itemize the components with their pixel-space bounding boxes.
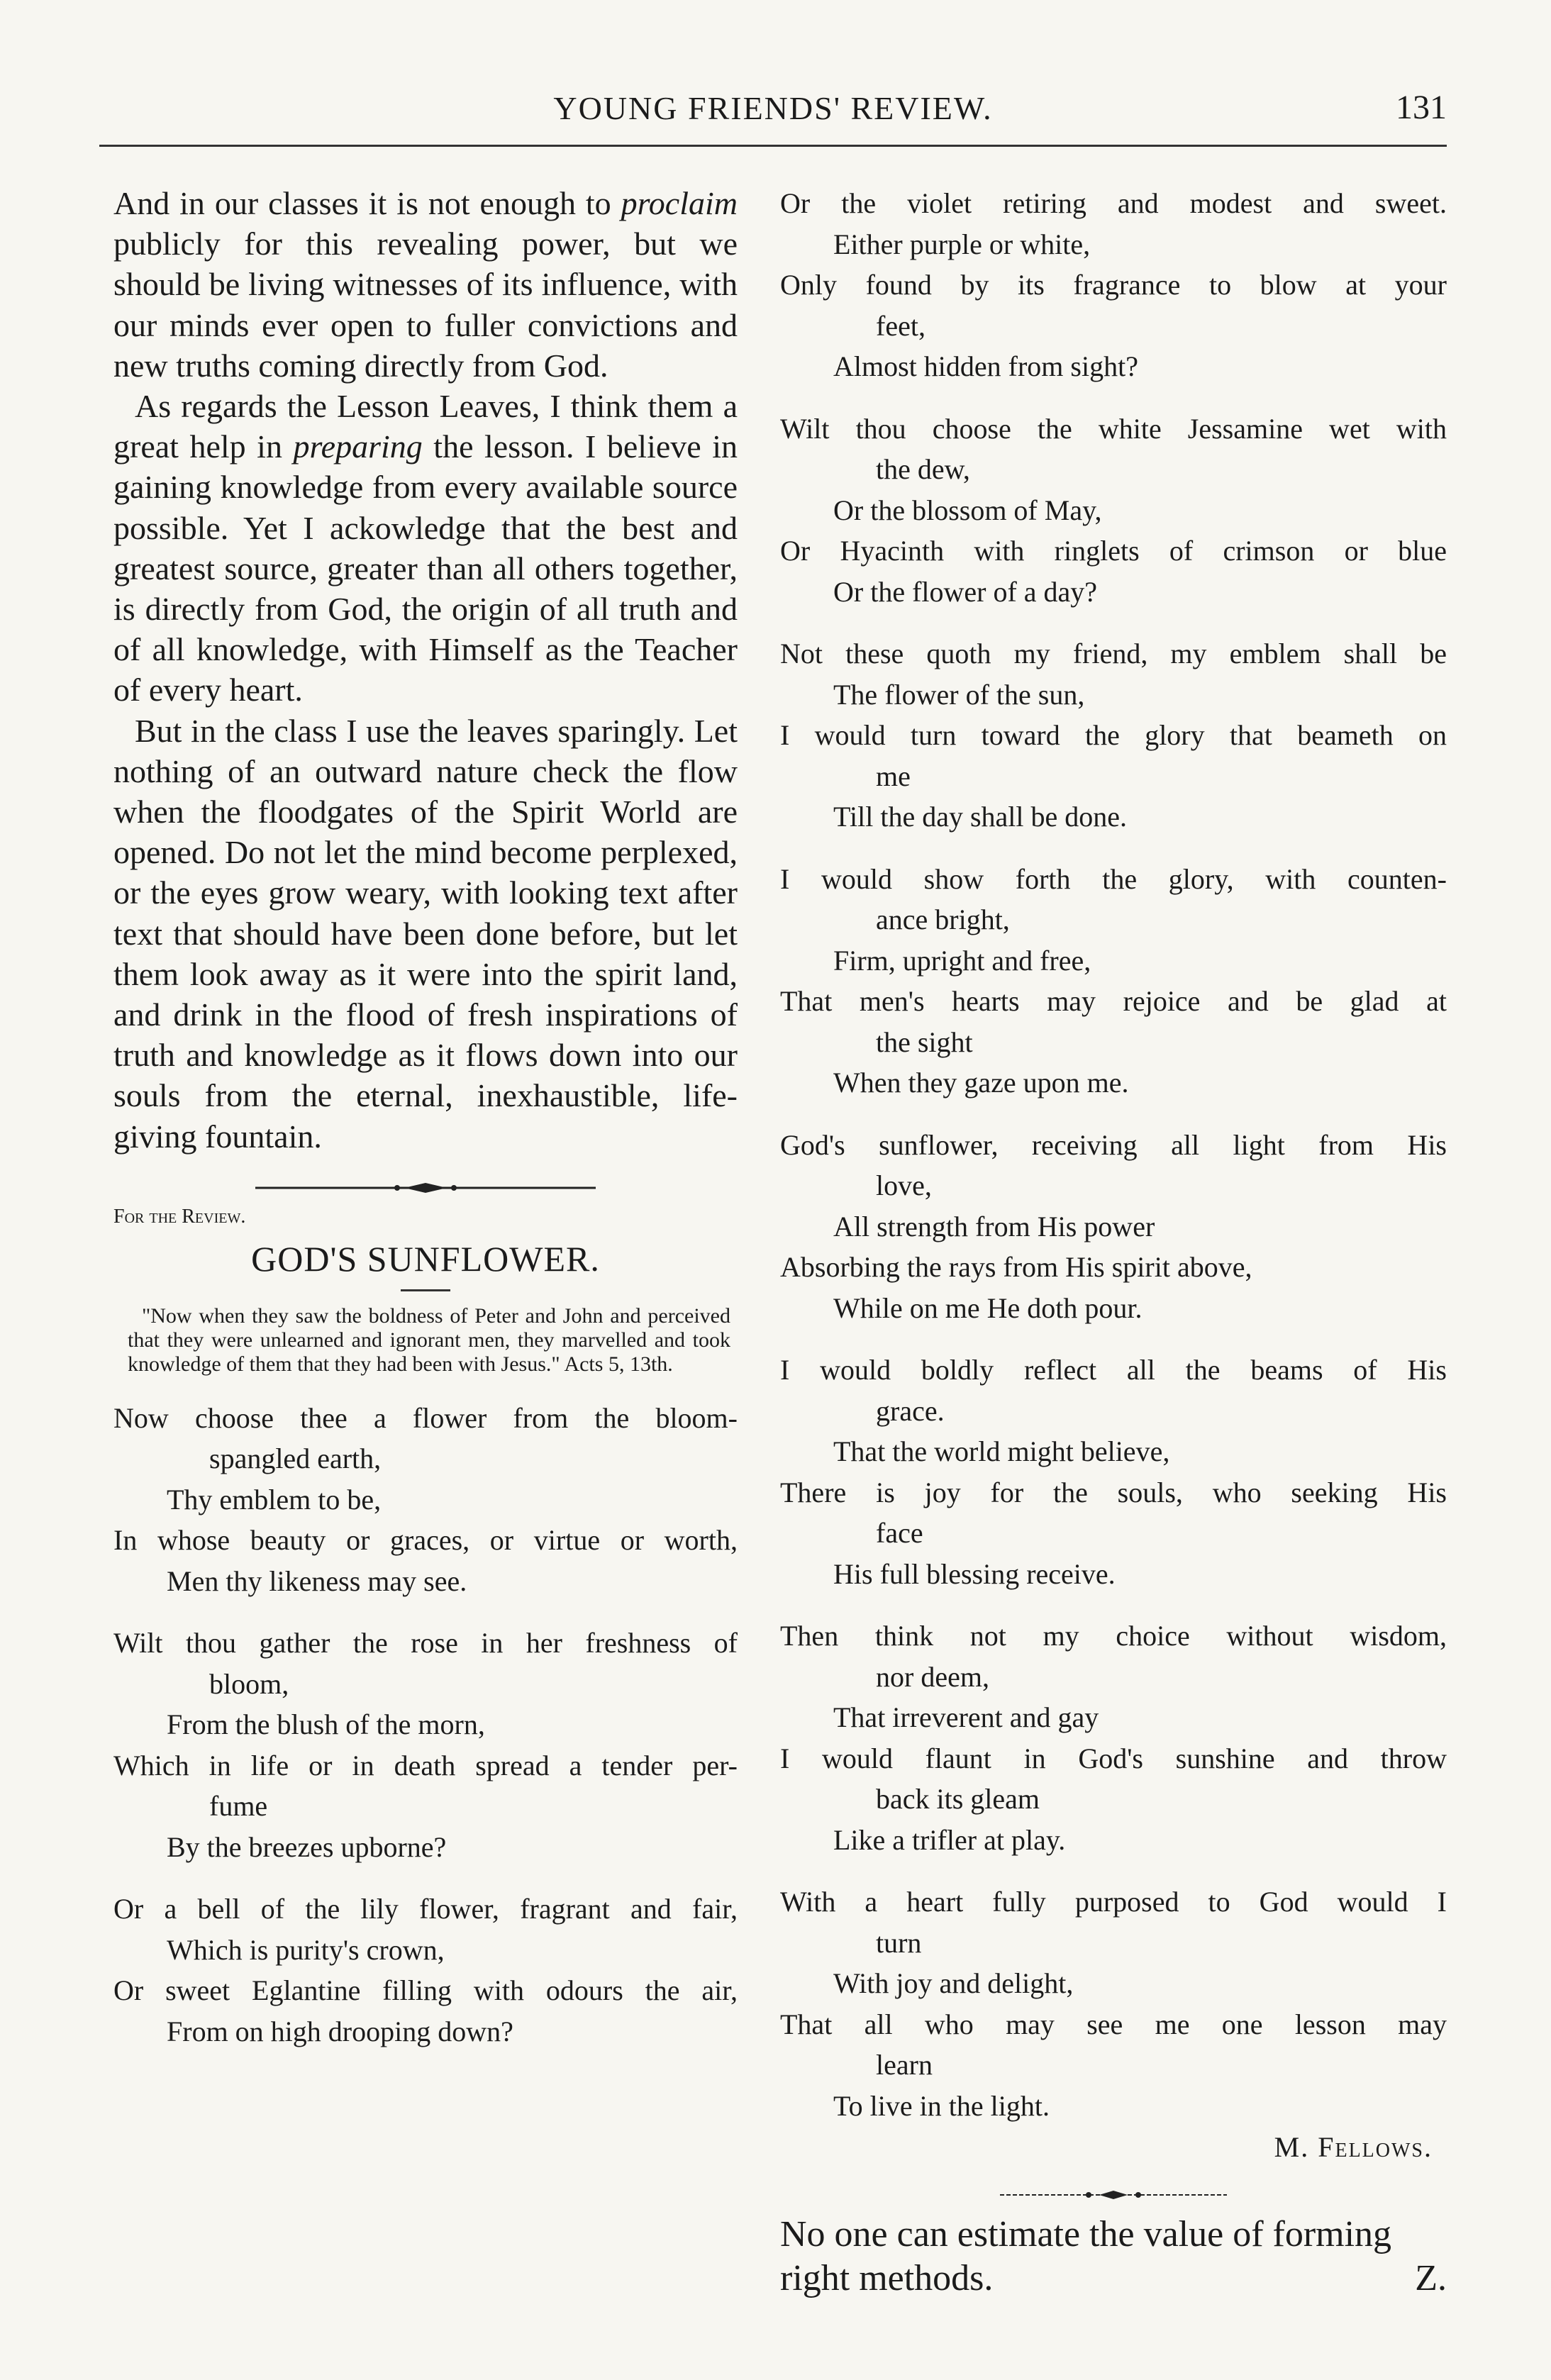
poem-line: Or Hyacinth with ringlets of crimson or blue <box>780 535 1447 567</box>
poem-line: Like a trifler at play. <box>833 1823 1066 1856</box>
author-signature: M. Fellows. <box>1274 2131 1433 2163</box>
poem-stanza <box>780 633 1447 838</box>
poem-line: That men's hearts may rejoice and be glad at <box>780 985 1447 1017</box>
poem-line: By the breezes upborne? <box>167 1830 447 1863</box>
paragraph <box>113 183 738 386</box>
section-divider-ornament <box>780 2188 1447 2206</box>
poem-stanza <box>780 1350 1447 1594</box>
poem-stanza <box>780 183 1447 387</box>
poem-line: That irreverent and gay <box>833 1701 1099 1733</box>
poem-line: me <box>876 760 911 792</box>
poem-line: the sight <box>876 1025 973 1058</box>
poem-line: From the blush of the morn, <box>167 1708 485 1741</box>
poem-line: Or the violet retiring and modest and sweet. <box>780 187 1447 219</box>
poem-line: Absorbing the rays from His spirit above, <box>780 1251 1252 1283</box>
poem-line: There is joy for the souls, who seeking His <box>780 1476 1447 1508</box>
poem-line: While on me He doth pour. <box>833 1291 1143 1324</box>
closing-initial: Z. <box>1415 2258 1447 2298</box>
poem-stanza <box>780 859 1447 1103</box>
poem-line: Which in life or in death spread a tender per- <box>113 1749 738 1781</box>
poem-stanza <box>780 1881 1447 2126</box>
poem-line: I would turn toward the glory that beameth on <box>780 719 1447 751</box>
paragraph <box>113 711 738 1157</box>
paragraph-text: And in our classes it is not enough to <box>113 185 621 221</box>
poem-line: To live in the light. <box>833 2089 1050 2122</box>
poem-line: Or the blossom of May, <box>833 494 1102 526</box>
poem-line: Then think not my choice without wisdom, <box>780 1620 1447 1652</box>
poem-line: I would flaunt in God's sunshine and throw <box>780 1742 1447 1774</box>
running-title: YOUNG FRIENDS' REVIEW. <box>553 90 993 126</box>
poem-line: Either purple or white, <box>833 228 1091 260</box>
header-rule <box>99 145 1447 147</box>
poem-line: Or a bell of the lily flower, fragrant and fair, <box>113 1893 738 1925</box>
poem-line: God's sunflower, receiving all light from His <box>780 1128 1447 1161</box>
poem-line: feet, <box>876 309 925 342</box>
poem-line: Wilt thou gather the rose in her freshness of <box>113 1627 738 1659</box>
poem-line: learn <box>876 2049 933 2081</box>
poem-line: Till the day shall be done. <box>833 801 1128 833</box>
poem-line: From on high drooping down? <box>167 2015 513 2047</box>
closing-note-text: No one can estimate the value of forming right methods. <box>780 2214 1392 2298</box>
poem-line: back its gleam <box>876 1783 1040 1815</box>
closing-note <box>780 2213 1447 2301</box>
poem-line: ance bright, <box>876 903 1010 935</box>
paragraph-text: But in the class I use the leaves sparingly. Let nothing of an outward nature check the flow when the floodgates of the Spirit World are opened. Do not let the mind become perplexed, or the eyes grow weary, with looking text after text that should have been done before, but let them look away as it were into the spirit land, and drink in the flood of fresh inspirations of truth and knowledge as it flows down into our souls from the eternal, inexhaustible, life-giving fountain. <box>113 712 738 1155</box>
poem-line: That all who may see me one lesson may <box>780 2008 1447 2040</box>
paragraph <box>113 386 738 711</box>
poem-line: Wilt thou choose the white Jessamine wet with <box>780 412 1447 445</box>
paragraph-text: As regards the Lesson Leaves, I think them a great help in <box>113 388 738 465</box>
poem-line: the dew, <box>876 453 970 485</box>
poem-line: nor deem, <box>876 1660 989 1693</box>
poem-line: In whose beauty or graces, or virtue or worth, <box>113 1524 738 1557</box>
poem-line: face <box>876 1517 923 1549</box>
title-rule <box>401 1289 450 1291</box>
section-divider-ornament <box>113 1181 738 1199</box>
left-column <box>113 183 738 2073</box>
poem-line: grace. <box>876 1394 945 1427</box>
article-title: GOD'S SUNFLOWER. <box>251 1238 600 1279</box>
article-prose <box>113 183 738 1157</box>
poem-line: When they gaze upon me. <box>833 1067 1129 1099</box>
poem-line: Only found by its fragrance to blow at your <box>780 269 1447 301</box>
poem-line: Almost hidden from sight? <box>833 350 1138 382</box>
poem-line: I would show forth the glory, with counten- <box>780 862 1447 895</box>
poem-line: The flower of the sun, <box>833 678 1085 711</box>
poem-stanza <box>113 1889 738 2052</box>
poem-line: With a heart fully purposed to God would I <box>780 1886 1447 1918</box>
page-header <box>99 84 1447 140</box>
paragraph-text: the lesson. I believe in gaining knowledge from every available source possible. Yet I ackowledge that the best and greatest source, greater than all others together, is directly from God, the origin of all truth and of all knowledge, with Himself as the Teacher of every heart. <box>113 428 738 708</box>
poem-line: Now choose thee a flower from the bloom- <box>113 1401 738 1434</box>
poem-line: Men thy likeness may see. <box>167 1564 467 1597</box>
poem-stanza <box>780 408 1447 613</box>
poem-line: That the world might believe, <box>833 1435 1170 1467</box>
emphasis-text: preparing <box>293 428 423 465</box>
poem-line: I would boldly reflect all the beams of His <box>780 1354 1447 1386</box>
for-review-label: For the Review. <box>113 1205 246 1228</box>
emphasis-text: proclaim <box>621 185 738 221</box>
poem-stanza <box>113 1623 738 1867</box>
poem-line: All strength from His power <box>833 1210 1155 1242</box>
poem-line: With joy and delight, <box>833 1967 1074 1999</box>
poem-line: Firm, upright and free, <box>833 944 1091 977</box>
poem-line: Or sweet Eglantine filling with odours the air, <box>113 1974 738 2007</box>
poem-line: spangled earth, <box>209 1442 382 1475</box>
poem-line: Not these quoth my friend, my emblem shall be <box>780 638 1447 669</box>
poem-stanza <box>780 1125 1447 1329</box>
poem-stanza <box>780 1616 1447 1860</box>
page-number: 131 <box>1396 89 1447 126</box>
poem-stanza <box>113 1398 738 1602</box>
epigraph: "Now when they saw the boldness of Peter and John and perceived that they were unlearned and ignorant men, they marvelled and took knowledge of them that they had been with Jesus." Acts 5, 13th. <box>128 1303 730 1376</box>
poem-line: Thy emblem to be, <box>167 1483 382 1516</box>
poem-line: His full blessing receive. <box>833 1557 1116 1590</box>
poem-line: Which is purity's crown, <box>167 1933 445 1966</box>
poem-line: turn <box>876 1926 922 1959</box>
right-column <box>780 183 1447 2301</box>
poem-line: love, <box>876 1169 932 1201</box>
poem-line: fume <box>209 1790 268 1823</box>
paragraph-text: publicly for this revealing power, but we should be living witnesses of its influence, with our minds ever open to fuller convictions and new truths coming directly from God. <box>113 226 738 384</box>
poem-line: Or the flower of a day? <box>833 575 1098 608</box>
poem-line: bloom, <box>209 1667 289 1700</box>
